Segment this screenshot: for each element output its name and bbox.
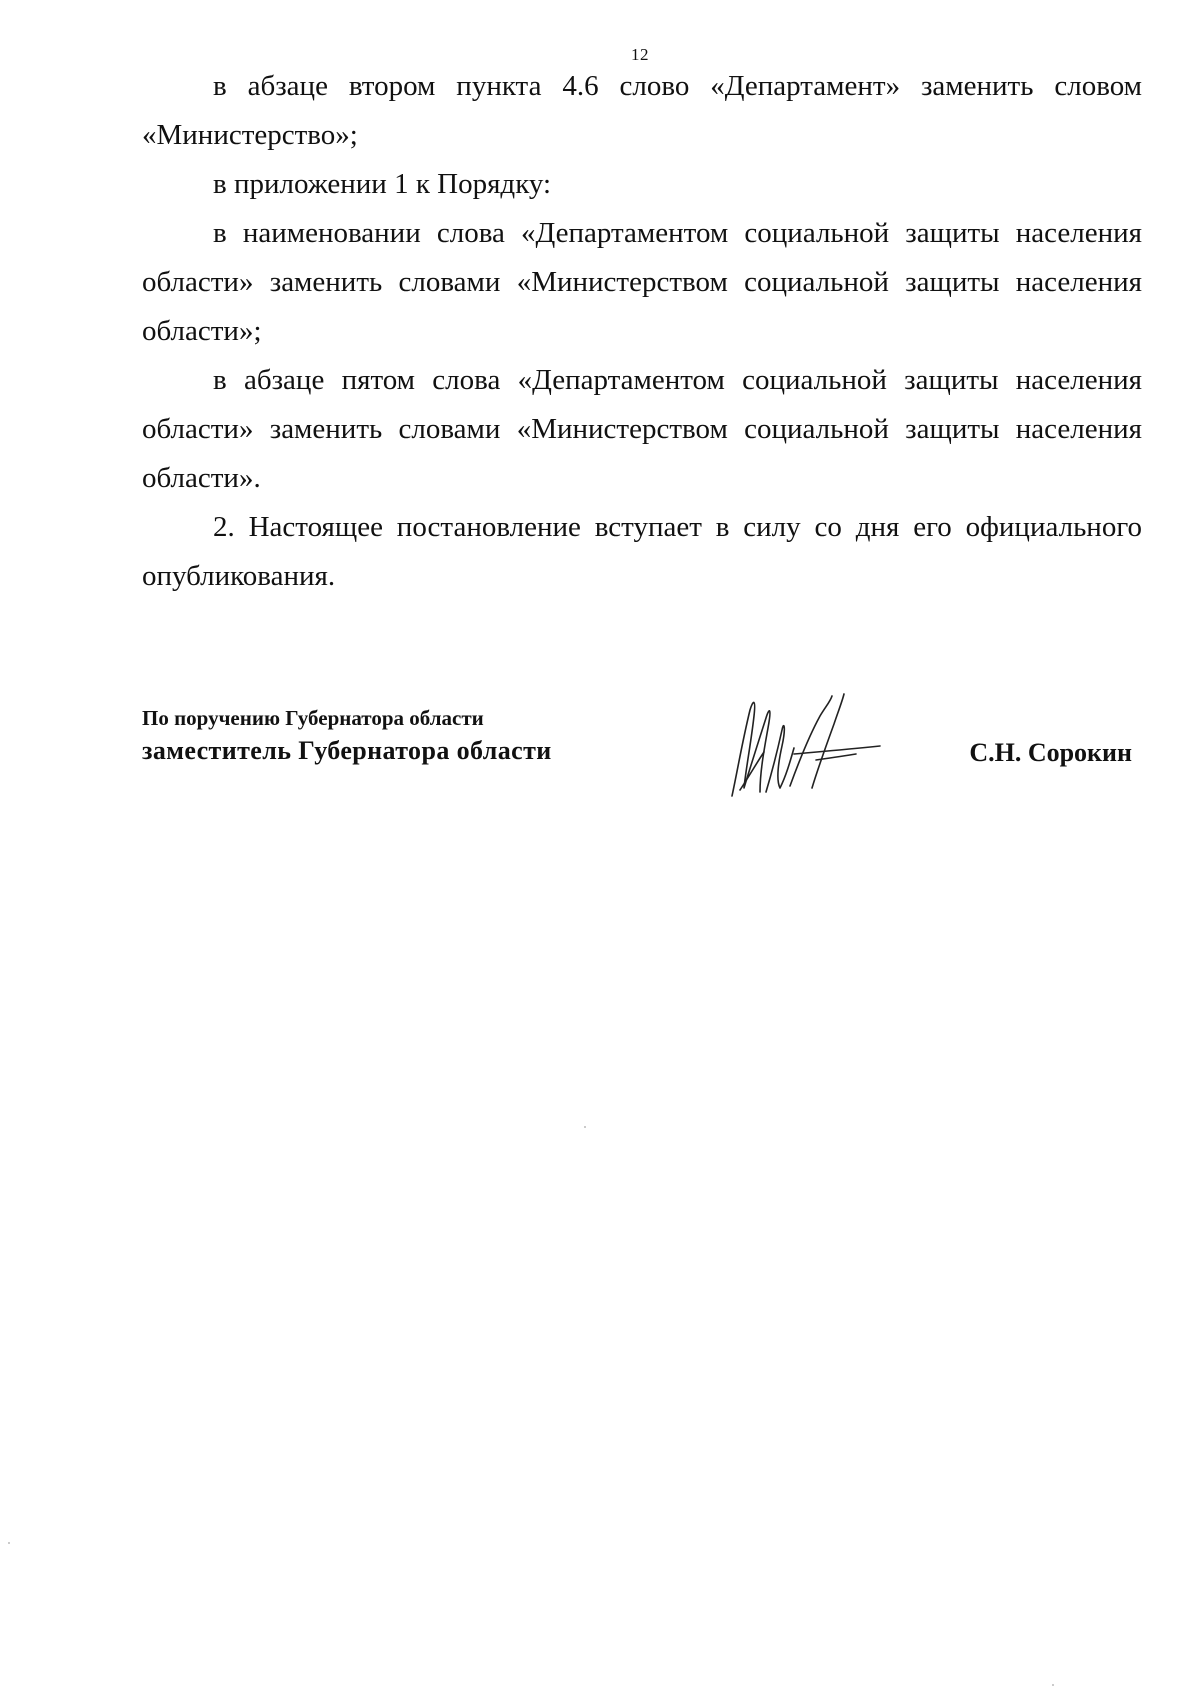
paragraph-title-change: в наименовании слова «Департаментом социальной защиты населения области» заменить словами «Министерством социальной защиты населения области»;: [142, 217, 1142, 347]
signature-position-line: заместитель Губернатора области: [142, 736, 552, 765]
scan-artifact-dot: [584, 1126, 586, 1128]
paragraph-appendix-1: в приложении 1 к Порядку:: [213, 168, 552, 200]
paragraph-amendment-4-6: в абзаце втором пункта 4.6 слово «Департамент» заменить словом «Министерство»;: [142, 70, 1142, 151]
document-body: [142, 62, 1142, 601]
signature-authority-line: По поручению Губернатора области: [142, 706, 484, 730]
scan-artifact-dot: [8, 1542, 10, 1544]
signatory-name: С.Н. Сорокин: [969, 738, 1132, 767]
paragraph-effective-date: 2. Настоящее постановление вступает в силу со дня его официального опубликования.: [142, 511, 1142, 592]
signature-block: [142, 706, 1142, 806]
scan-artifact-dot: [1052, 1684, 1054, 1686]
paragraph-fifth-abzac: в абзаце пятом слова «Департаментом социальной защиты населения области» заменить словами «Министерством социальной защиты населения области».: [142, 364, 1142, 494]
page-number: 12: [631, 45, 649, 64]
handwritten-signature: [720, 688, 890, 800]
